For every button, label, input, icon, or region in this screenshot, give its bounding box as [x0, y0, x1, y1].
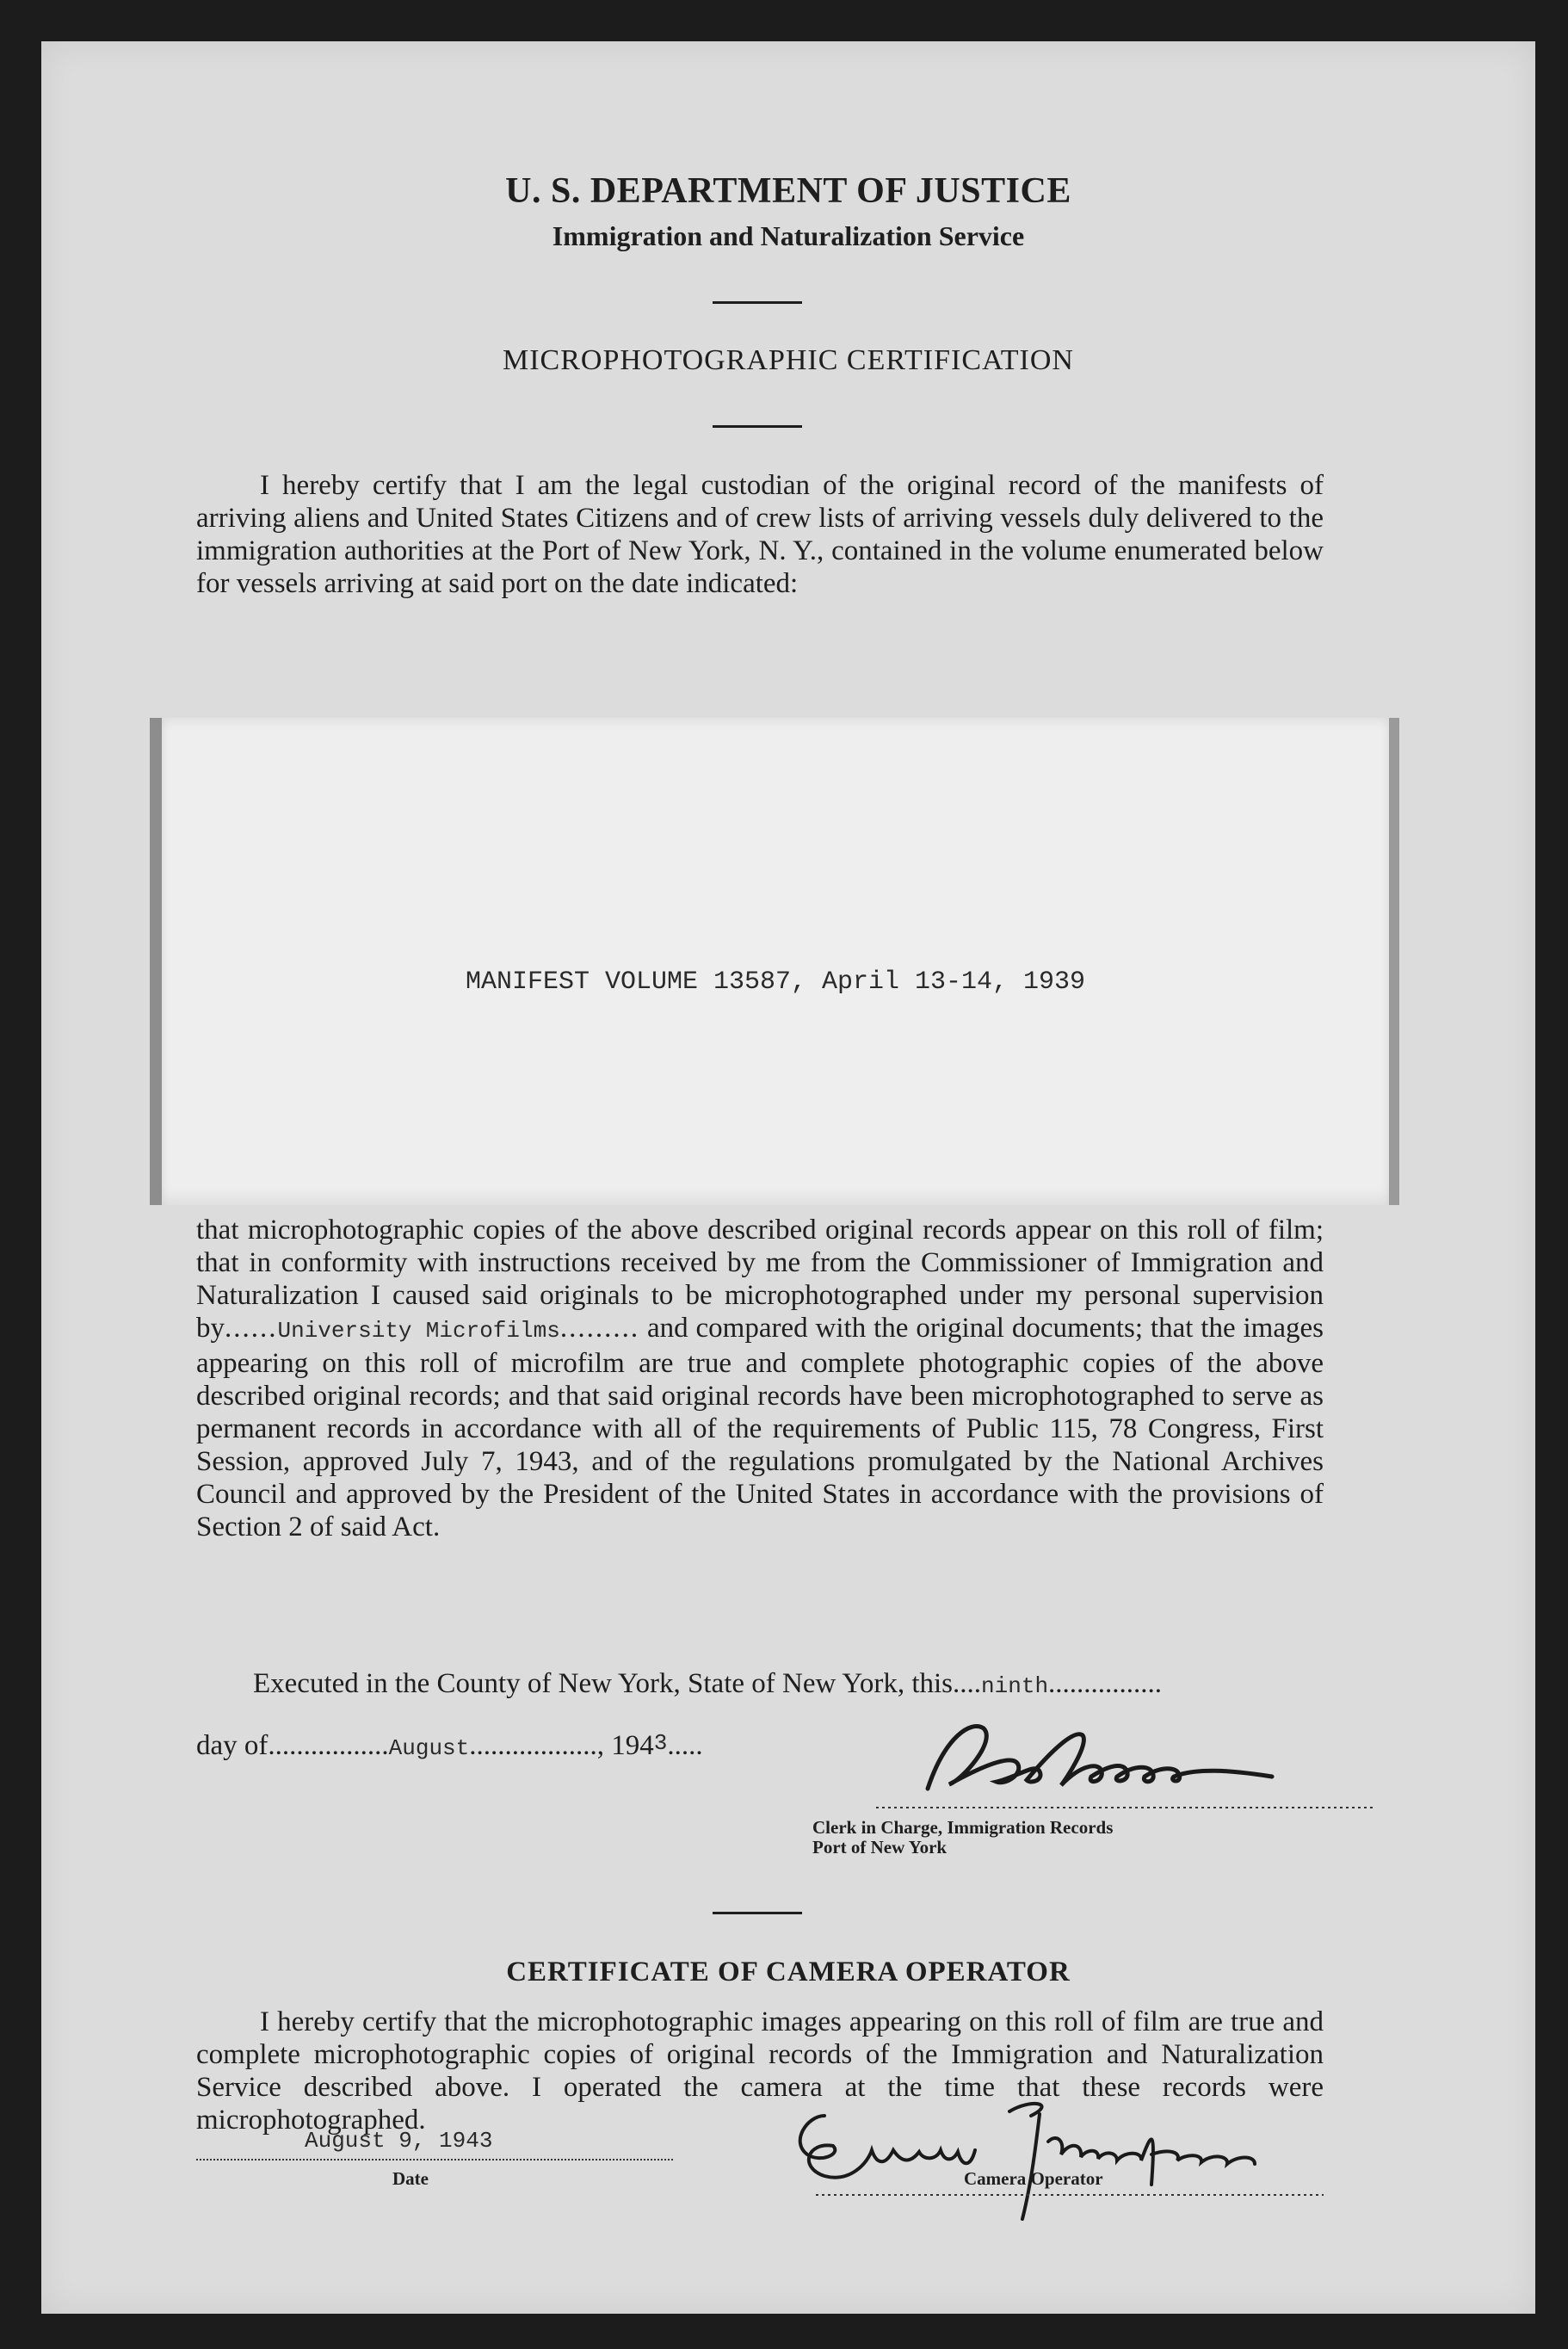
intro-text: I hereby certify that I am the legal custodian of the original record of the manifests of arriving aliens and United States Citizens and of crew lists of arriving vessels duly delivered to the immigration authorities at the Port of New York, N. Y., contained in the volume enumerated below for vessels arriving at said port on the date indicated:	[196, 470, 1324, 599]
camera-operator-label: Camera Operator	[964, 2168, 1103, 2189]
clerk-title-line2: Port of New York	[812, 1837, 948, 1858]
certification-body: that microphotographic copies of the above described original records appear on this roll of film; that in conformity with instructions received by me from the Commissioner of Immigration and Naturalization I caused said originals to be microphotographed under my personal supervision by......University Microfilms......... and compared with the original documents; that the images appearing on this roll of microfilm are true and complete photographic copies of the above described original records; and that said original records have been microphotographed to serve as permanent records in accordance with all of the requirements of Public 115, 78 Congress, First Session, approved July 7, 1943, and of the regulations promulgated by the National Archives Council and approved by the President of the United States in accordance with the provisions of Section 2 of said Act.	[196, 1215, 1324, 1542]
operator-date-value: August 9, 1943	[305, 2128, 493, 2154]
year-prefix: , 194	[596, 1730, 654, 1761]
service-subheading: Immigration and Naturalization Service	[552, 220, 1025, 251]
clerk-signature	[867, 1703, 1384, 1814]
camera-certificate-text: I hereby certify that the microphotographic images appearing on this roll of film are true and complete microphotographic copies of original records of the Immigration and Naturalization Service described above. I operated the camera at the time that these records were microphotographed.	[196, 2006, 1324, 2136]
day-of-label: day of	[196, 1730, 269, 1761]
date-label: Date	[392, 2168, 429, 2189]
certificate-sheet	[41, 41, 1535, 2314]
divider	[713, 301, 802, 304]
divider	[713, 425, 802, 428]
agency-heading: U. S. DEPARTMENT OF JUSTICE	[505, 171, 1071, 211]
month-value: August	[388, 1735, 470, 1761]
manifest-volume-text: MANIFEST VOLUME 13587, April 13-14, 1939	[465, 967, 1086, 997]
filmed-by-value: University Microfilms	[277, 1318, 560, 1344]
body-text-part1: that microphotographic copies of the above described original records appear on this roll of film; that in conformity with instructions received by me from the Commissioner of Immigration and Naturalization I caused said originals to be microphotographed under my personal supervision by	[196, 1215, 1324, 1344]
clerk-title	[812, 1818, 1113, 1858]
manifest-inset-card	[150, 718, 1399, 1205]
clerk-title-line1: Clerk in Charge, Immigration Records	[812, 1817, 1114, 1838]
executed-text: Executed in the County of New York, State of New York, this	[253, 1668, 954, 1699]
camera-certificate-title: CERTIFICATE OF CAMERA OPERATOR	[506, 1956, 1071, 1987]
date-line: day of.................August.................., 1943.....	[196, 1730, 703, 1761]
day-value: ninth	[981, 1673, 1049, 1699]
divider	[713, 1912, 802, 1914]
executed-line: Executed in the County of New York, State of New York, this....ninth................	[253, 1668, 1163, 1699]
certification-title: MICROPHOTOGRAPHIC CERTIFICATION	[502, 344, 1074, 376]
intro-paragraph	[196, 469, 1324, 600]
year-digit: 3	[653, 1730, 668, 1756]
camera-operator-signature	[773, 2081, 1332, 2228]
operator-date-field	[196, 2124, 673, 2160]
body-text-part2: and compared with the original documents; that the images appearing on this roll of microfilm are true and complete photographic copies of the above described original records; and that said original records have been microphotographed to serve as permanent records in accordance with all of the requirements of Public 115, 78 Congress, First Session, approved July 7, 1943, and of the regulations promulgated by the National Archives Council and approved by the President of the United States in accordance with the provisions of Section 2 of said Act.	[196, 1313, 1324, 1542]
